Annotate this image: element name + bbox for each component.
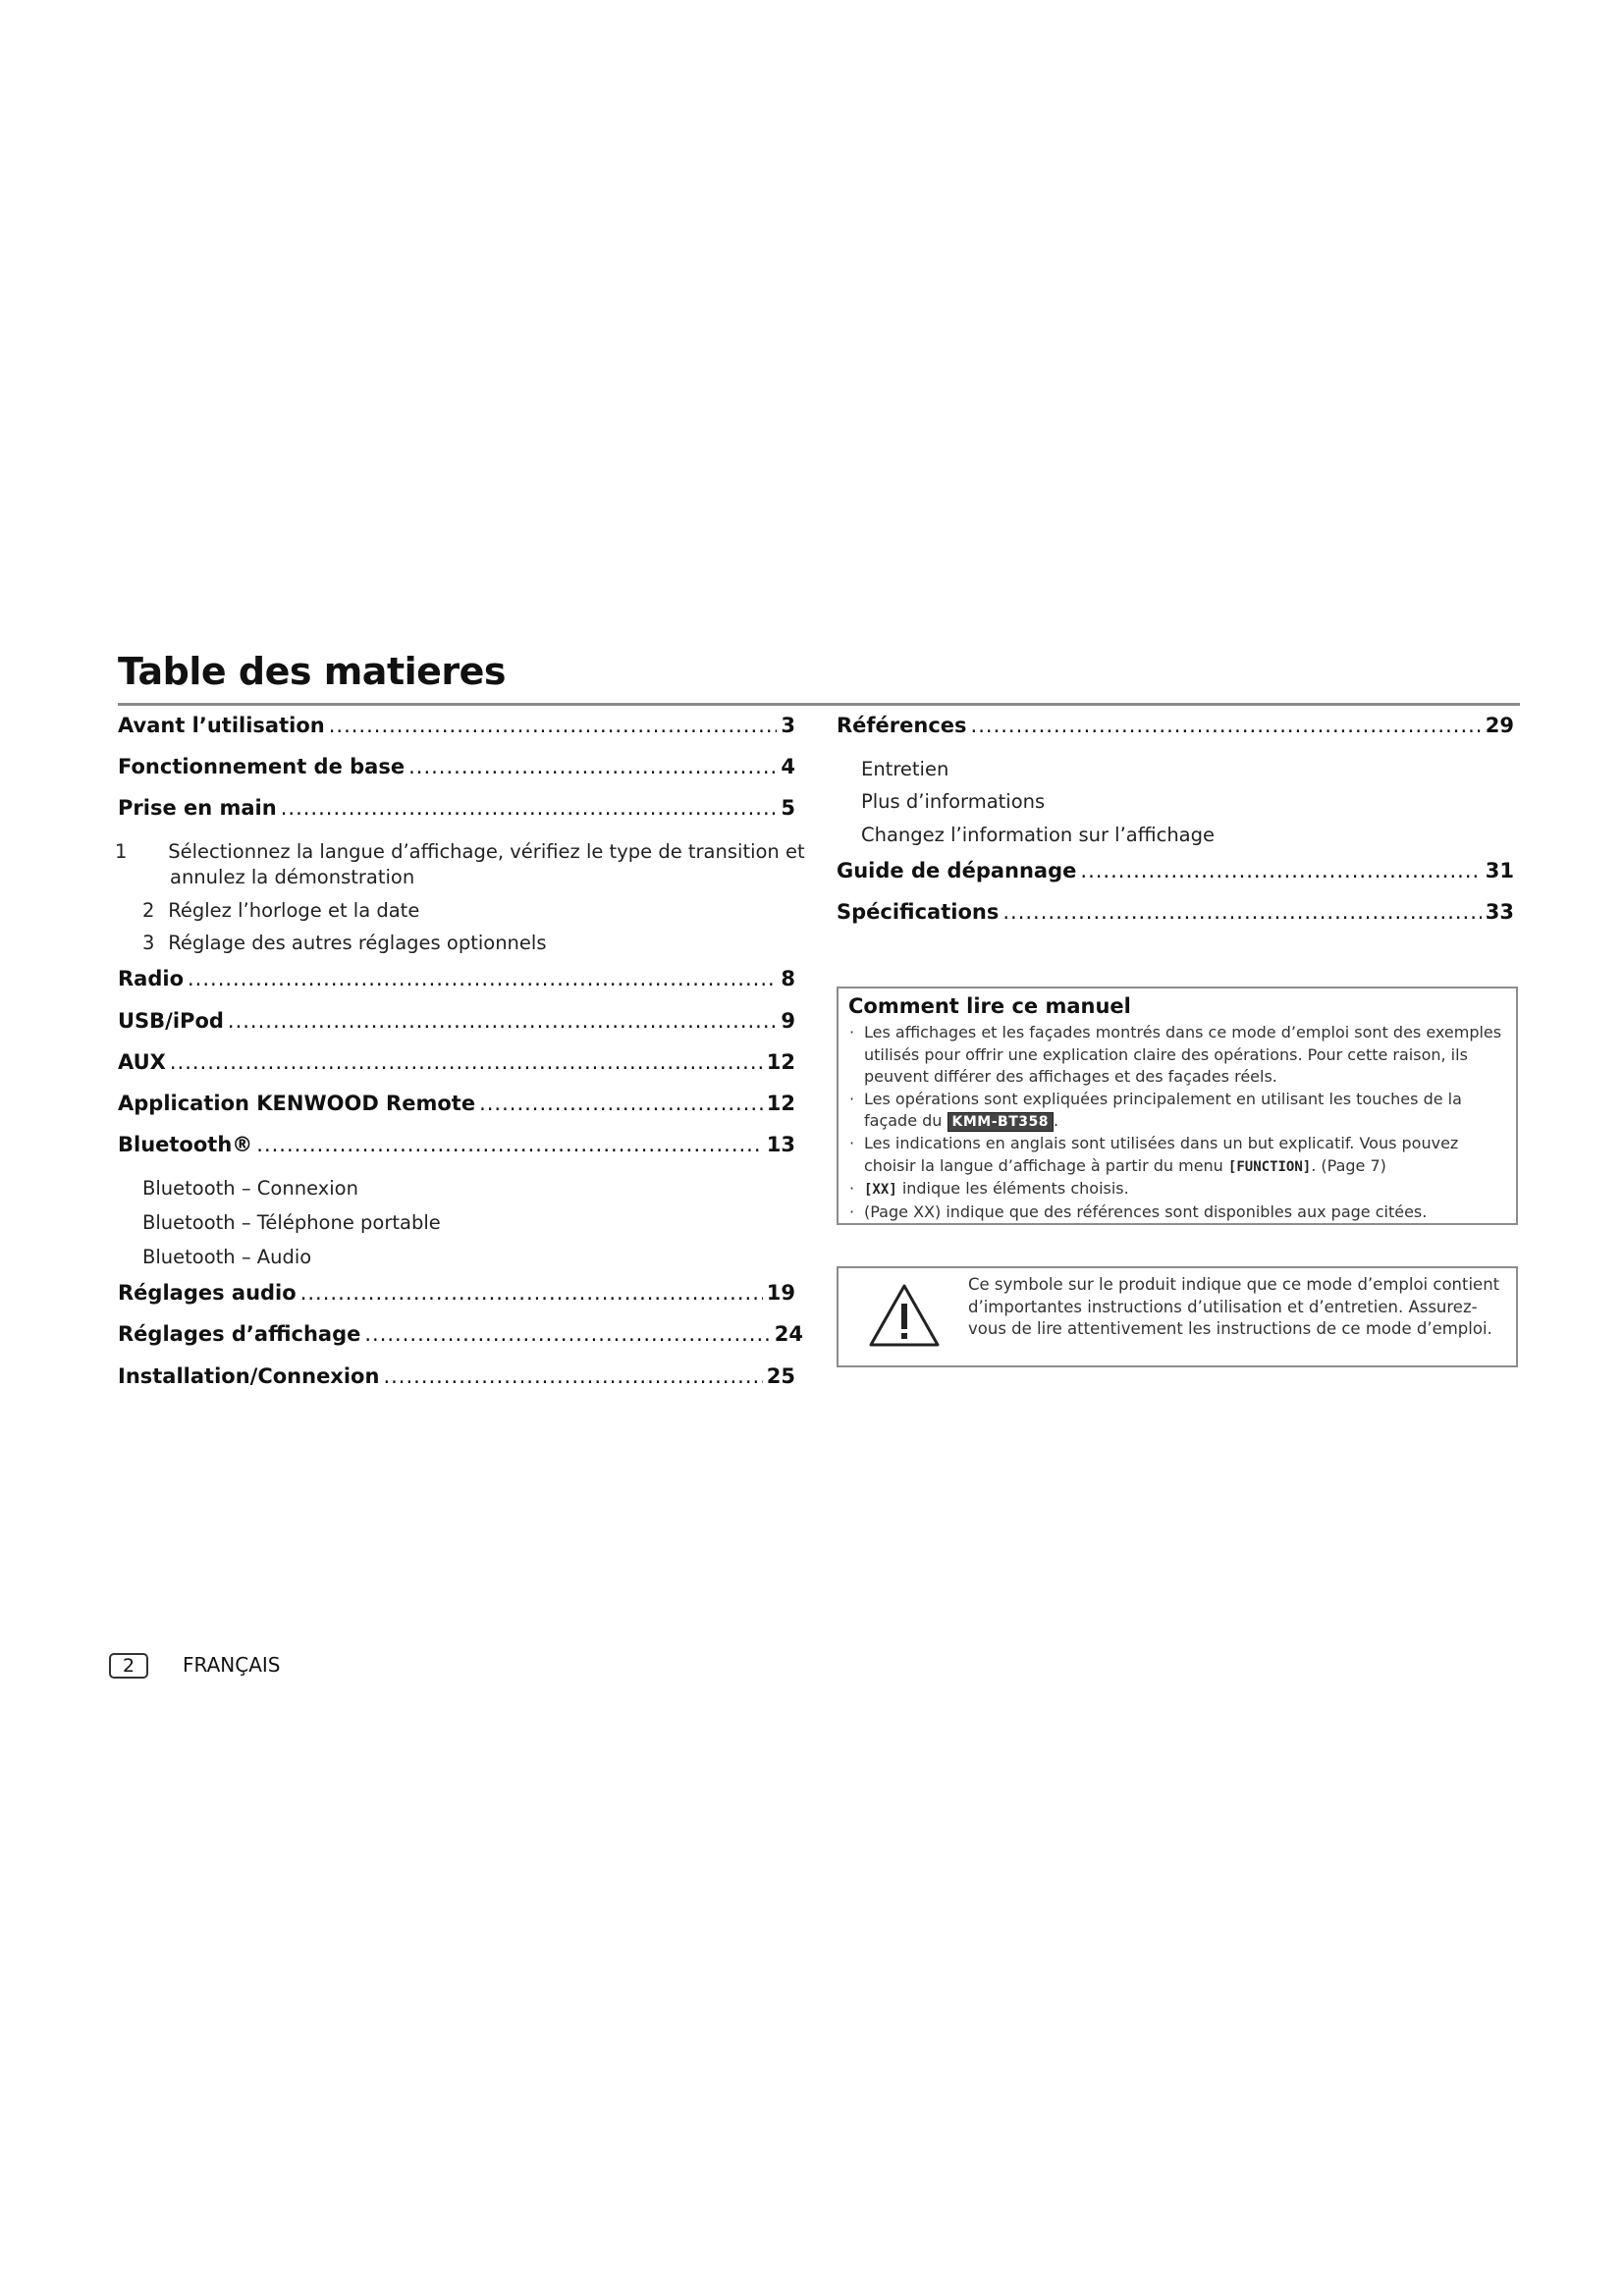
toc-entry-avant[interactable] [118, 714, 795, 737]
toc-sub-bluetooth-telephone[interactable]: Bluetooth – Téléphone portable [142, 1211, 441, 1234]
toc-sub-bluetooth-connexion[interactable]: Bluetooth – Connexion [142, 1177, 358, 1200]
toc-entry-prise[interactable] [118, 796, 795, 820]
toc-entry-reglages-audio[interactable] [118, 1281, 795, 1305]
xx-button-ref: [XX] [864, 1182, 897, 1199]
toc-label: Application KENWOOD Remote [118, 1092, 476, 1115]
toc-label: Radio [118, 967, 184, 990]
list-item-text: indique les éléments choisis. [901, 1179, 1129, 1199]
toc-sub-entretien[interactable]: Entretien [861, 758, 949, 780]
toc-sub-plus-informations[interactable]: Plus d’informations [861, 790, 1046, 813]
toc-label: Spécifications [837, 900, 1000, 924]
title-rule [118, 703, 1520, 706]
function-button-ref: [FUNCTION] [1227, 1158, 1312, 1175]
dot-leader [170, 1050, 763, 1074]
toc-page: 8 [781, 967, 795, 990]
step-text: Sélectionnez la langue d’affichage, vérifiez le type de transition et annulez la démonstration [168, 840, 805, 888]
dot-leader [479, 1092, 763, 1115]
toc-page: 3 [781, 714, 795, 737]
list-item-text: (Page XX) indique que des références sont disponibles aux page citées. [864, 1201, 1428, 1221]
toc-sub-changez-information[interactable]: Changez l’information sur l’affichage [861, 824, 1216, 846]
dot-leader [256, 1133, 762, 1156]
toc-page: 31 [1485, 859, 1514, 882]
toc-page: 12 [766, 1050, 795, 1074]
toc-label: Réglages d’affichage [118, 1322, 361, 1346]
toc-entry-kenwood-remote[interactable] [118, 1092, 795, 1115]
toc-label: Prise en main [118, 796, 277, 820]
toc-entry-aux[interactable] [118, 1050, 795, 1074]
dot-leader [329, 714, 778, 737]
dot-leader [188, 967, 777, 990]
toc-label: Installation/Connexion [118, 1364, 380, 1388]
toc-label: Références [837, 714, 967, 737]
toc-sub-bluetooth-audio[interactable]: Bluetooth – Audio [142, 1246, 312, 1268]
list-item [848, 1089, 1508, 1133]
toc-sub-step-1[interactable] [115, 839, 818, 890]
bullet-icon: · [849, 1133, 855, 1152]
warning-box [837, 1266, 1518, 1367]
toc-entry-guide-depannage[interactable] [837, 859, 1514, 882]
toc-label: Réglages audio [118, 1281, 297, 1305]
dot-leader [408, 755, 777, 778]
toc-label: Guide de dépannage [837, 859, 1077, 882]
list-item-text: Les opérations sont expliquées principalement en utilisant les touches de la façade du [864, 1089, 1462, 1131]
toc-entry-specifications[interactable] [837, 900, 1514, 924]
page-number: 2 [109, 1653, 148, 1679]
dot-leader [228, 1009, 777, 1033]
list-item-text: Les indications en anglais sont utilisées dans un but explicatif. Vous pouvez choisir la langue d’affichage à partir du menu [864, 1133, 1459, 1175]
toc-entry-bluetooth[interactable] [118, 1133, 795, 1156]
toc-label: Fonctionnement de base [118, 755, 406, 778]
warning-text: Ce symbole sur le produit indique que ce mode d’emploi contient d’importantes instructions d’utilisation et d’entretien. Assurez-vous de lire attentivement les instructions de ce mode d’emploi. [968, 1275, 1500, 1338]
dot-leader [1002, 900, 1481, 924]
list-item [848, 1133, 1508, 1178]
toc-entry-references[interactable] [837, 714, 1514, 737]
list-item [848, 1022, 1508, 1089]
list-item-text: . (Page 7) [1311, 1155, 1386, 1175]
step-number: 2 [142, 899, 155, 922]
toc-page: 24 [774, 1322, 803, 1346]
toc-page: 5 [781, 796, 795, 820]
toc-sub-step-2[interactable] [142, 898, 419, 924]
toc-page: 29 [1485, 714, 1514, 737]
bullet-icon: · [849, 1201, 855, 1221]
step-text: Réglage des autres réglages optionnels [168, 932, 547, 954]
toc-label: AUX [118, 1050, 166, 1074]
bullet-icon: · [849, 1023, 855, 1041]
dot-leader [281, 796, 778, 820]
list-item-text: . [1053, 1111, 1059, 1131]
page-title: Table des matieres [118, 650, 507, 693]
toc-entry-installation[interactable] [118, 1364, 795, 1388]
toc-page: 4 [781, 755, 795, 778]
manual-info-heading: Comment lire ce manuel [848, 994, 1131, 1018]
toc-label: Avant l’utilisation [118, 714, 325, 737]
list-item [848, 1201, 1508, 1224]
toc-label: USB/iPod [118, 1009, 224, 1033]
step-number: 1 [115, 840, 128, 863]
bullet-icon: · [849, 1089, 855, 1108]
toc-entry-radio[interactable] [118, 967, 795, 990]
dot-leader [364, 1322, 770, 1346]
bullet-icon: · [849, 1179, 855, 1199]
list-item-text: Les affichages et les façades montrés dans ce mode d’emploi sont des exemples utilisés pour offrir une explication claire des opérations. Pour cette raison, ils peuvent différer des affichages et des façades réels. [864, 1023, 1502, 1087]
dot-leader [1080, 859, 1481, 882]
toc-entry-fonctionnement[interactable] [118, 755, 795, 778]
dot-leader [300, 1281, 763, 1305]
warning-triangle-icon [868, 1282, 941, 1349]
toc-entry-usb[interactable] [118, 1009, 795, 1033]
step-text: Réglez l’horloge et la date [168, 899, 420, 922]
toc-page: 25 [766, 1364, 795, 1388]
toc-entry-reglages-affichage[interactable] [118, 1322, 803, 1346]
step-number: 3 [142, 932, 155, 954]
manual-info-box [837, 987, 1518, 1225]
model-badge: KMM-BT358 [947, 1112, 1054, 1132]
dot-leader [971, 714, 1482, 737]
dot-leader [383, 1364, 762, 1388]
toc-sub-step-3[interactable] [142, 931, 546, 956]
manual-info-list [848, 1022, 1508, 1223]
toc-page: 33 [1485, 900, 1514, 924]
footer-language: FRANÇAIS [183, 1653, 281, 1677]
toc-label: Bluetooth® [118, 1133, 253, 1156]
toc-page: 12 [766, 1092, 795, 1115]
list-item [848, 1178, 1508, 1201]
toc-page: 19 [766, 1281, 795, 1305]
toc-page: 13 [766, 1133, 795, 1156]
toc-page: 9 [781, 1009, 795, 1033]
